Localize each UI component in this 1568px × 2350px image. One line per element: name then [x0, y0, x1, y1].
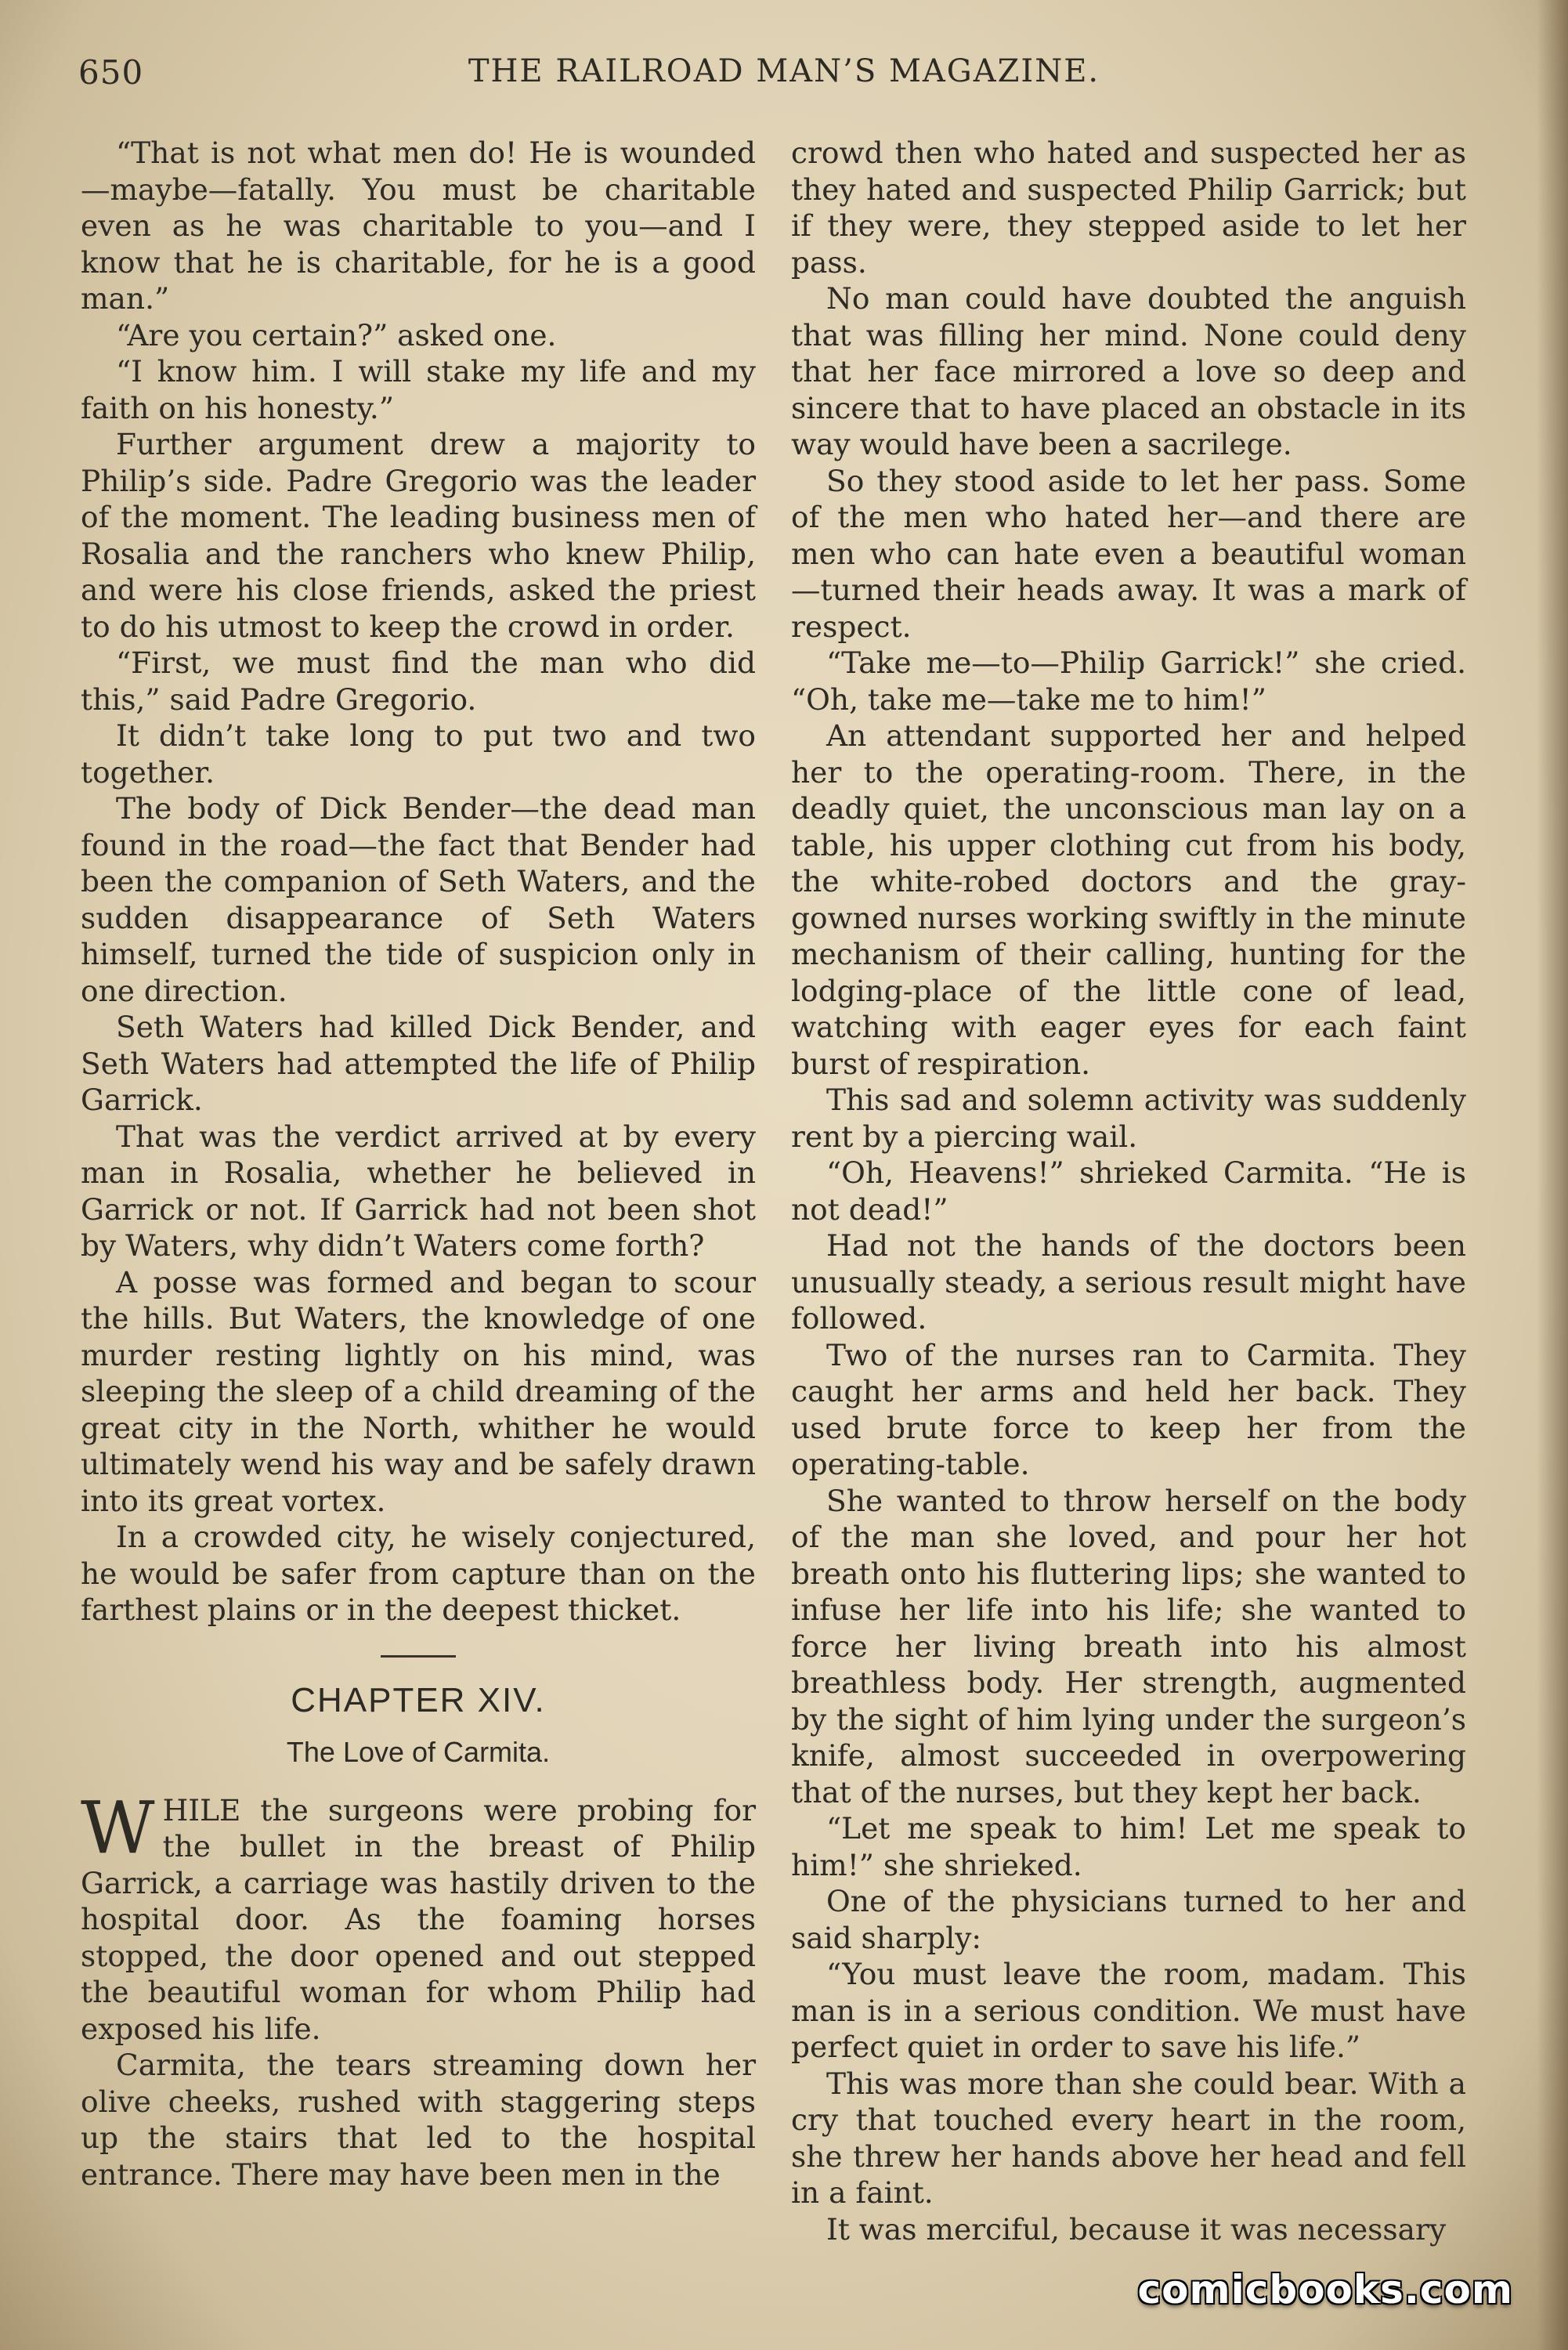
paragraph: Seth Waters had killed Dick Bender, and Seth Waters had attempted the life of Philip Garrick.	[81, 1010, 756, 1117]
paragraph: So they stood aside to let her pass. Some of the men who hated her—and there are men who can hate even a beautiful woman —turned their heads away. It was a mark of respect.	[791, 463, 1466, 644]
paragraph: “Oh, Heavens!” shrieked Carmita. “He is not dead!”	[791, 1155, 1466, 1227]
page-edge-shadow	[1537, 0, 1568, 2350]
left-column	[81, 135, 756, 2193]
chapter-opening-text: HILE the surgeons were probing for the bullet in the breast of Philip Garrick, a carriage was hastily driven to the hospital door. As the foaming horses stopped, the door opened and out stepped the beautiful woman for whom Philip had exposed his life.	[81, 1792, 756, 2046]
drop-cap: W	[81, 1785, 155, 1870]
chapter-opening-paragraph	[81, 1785, 756, 2048]
paragraph: She wanted to throw herself on the body of the man she loved, and pour her hot breath onto his fluttering lips; she wanted to infuse her life into his life; she wanted to force her living breath into his almost breathless body. Her strength, augmented by the sight of him lying under the surgeon’s knife, almost succeeded in overpowering that of the nurses, but they kept her back.	[791, 1483, 1466, 1810]
watermark-logo: comicbooks.com	[1137, 2267, 1513, 2312]
page-number: 650	[78, 53, 144, 92]
paragraph: This sad and solemn activity was suddenly rent by a piercing wail.	[791, 1083, 1466, 1154]
paragraph: A posse was formed and began to scour the hills. But Waters, the knowledge of one murder resting lightly on his mind, was sleeping the sleep of a child dreaming of the great city in the North, whither he would ultimately wend his way and be safely drawn into its great vortex.	[81, 1264, 756, 1518]
paragraph: “Are you certain?” asked one.	[116, 317, 557, 352]
paragraph: “Let me speak to him! Let me speak to him!” she shrieked.	[791, 1811, 1466, 1882]
chapter-heading	[81, 1655, 756, 1775]
paragraph: That was the verdict arrived at by every man in Rosalia, whether he believed in Garrick or not. If Garrick had not been shot by Waters, why didn’t Waters come forth?	[81, 1119, 756, 1263]
paragraph: It didn’t take long to put two and two together.	[81, 718, 756, 790]
paragraph: Further argument drew a majority to Philip’s side. Padre Gregorio was the leader of the moment. The leading business men of Rosalia and the ranchers who knew Philip, and were his close friends, asked the priest to do his utmost to keep the crowd in order.	[81, 427, 756, 644]
paragraph: “You must leave the room, madam. This man is in a serious condition. We must have perfect quiet in order to save his life.”	[791, 1957, 1466, 2064]
chapter-title: The Love of Carmita.	[286, 1735, 551, 1768]
paragraph: It was merciful, because it was necessary	[826, 2211, 1447, 2247]
paragraph: One of the physicians turned to her and said sharply:	[791, 1884, 1466, 1955]
paragraph: Had not the hands of the doctors been unusually steady, a serious result might have followed.	[791, 1228, 1466, 1336]
page-header	[78, 53, 1490, 100]
paragraph: Two of the nurses ran to Carmita. They caught her arms and held her back. They used brute force to keep her from the operating-table.	[791, 1337, 1466, 1481]
paragraph: The body of Dick Bender—the dead man found in the road—the fact that Bender had been the companion of Seth Waters, and the sudden disappearance of Seth Waters himself, turned the tide of suspicion only in one direction.	[81, 791, 756, 1008]
right-column	[791, 135, 1466, 2247]
paragraph: An attendant supported her and helped her to the operating-room. There, in the deadly quiet, the unconscious man lay on a table, his upper clothing cut from his body, the white-robed doctors and the gray-gowned nurses working swiftly in the minute mechanism of their calling, hunting for the lodging-place of the little cone of lead, watching with eager eyes for each faint burst of respiration.	[791, 718, 1466, 1081]
paragraph: “I know him. I will stake my life and my faith on his honesty.”	[81, 354, 756, 425]
paragraph: Carmita, the tears streaming down her olive cheeks, rushed with staggering steps up the stairs that led to the hospital entrance. There may have been men in the	[81, 2048, 756, 2192]
running-head: THE RAILROAD MAN’S MAGAZINE.	[468, 53, 1100, 89]
paragraph: “Take me—to—Philip Garrick!” she cried. “Oh, take me—take me to him!”	[791, 645, 1466, 717]
chapter-rule	[381, 1655, 456, 1658]
paragraph: No man could have doubted the anguish that was filling her mind. None could deny that her face mirrored a love so deep and sincere that to have placed an obstacle in its way would have been a sacrilege.	[791, 281, 1466, 461]
chapter-number: CHAPTER XIV.	[291, 1680, 546, 1719]
paragraph: “First, we must find the man who did this,” said Padre Gregorio.	[81, 645, 756, 717]
paragraph: In a crowded city, he wisely conjectured, he would be safer from capture than on the farthest plains or in the deepest thicket.	[81, 1520, 756, 1627]
paragraph: This was more than she could bear. With a cry that touched every heart in the room, she threw her hands above her head and fell in a faint.	[791, 2066, 1466, 2210]
paragraph: “That is not what men do! He is wounded —maybe—fatally. You must be charitable even as he was charitable to you—and I know that he is charitable, for he is a good man.”	[81, 136, 756, 316]
continued-paragraph: crowd then who hated and suspected her as they hated and suspected Philip Garrick; but if they were, they stepped aside to let her pass.	[791, 136, 1466, 280]
